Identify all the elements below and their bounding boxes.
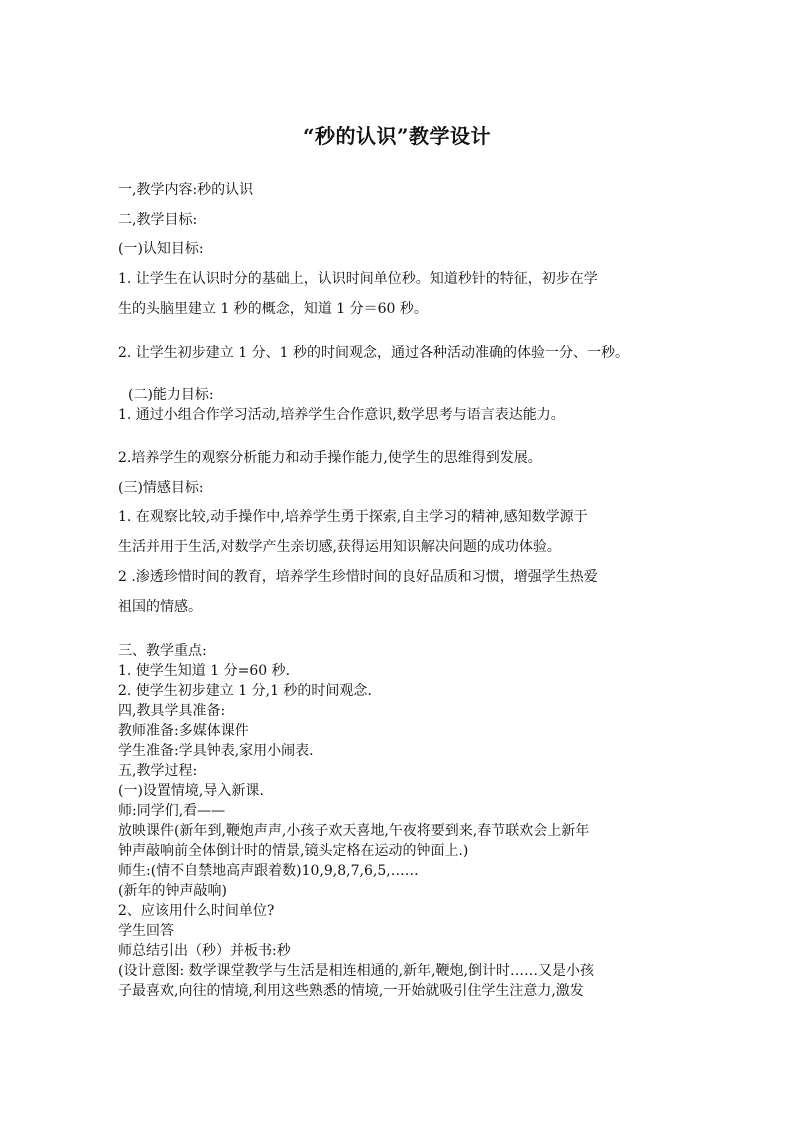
- paragraph-line: 2 .渗透珍惜时间的教育，培养学生珍惜时间的良好品质和习惯，增强学生热爱: [118, 569, 598, 585]
- paragraph-line: (新年的钟声敲响): [118, 883, 227, 899]
- section-heading-key-points: 三、教学重点:: [118, 643, 207, 659]
- paragraph-line: 学生回答: [118, 923, 174, 939]
- paragraph-line: 1. 通过小组合作学习活动,培养学生合作意识,数学思考与语言表达能力。: [118, 407, 565, 423]
- subsection-heading-emotion: (三)情感目标:: [118, 480, 204, 496]
- paragraph-line: 2. 让学生初步建立 1 分、1 秒的时间观念，通过各种活动准确的体验一分、一秒。: [118, 345, 629, 361]
- paragraph-line: 生活并用于生活,对数学产生亲切感,获得运用知识解决问题的成功体验。: [118, 539, 561, 555]
- subsection-heading-introduction: (一)设置情境,导入新课.: [118, 783, 264, 799]
- section-heading-materials: 四,教具学具准备:: [118, 703, 226, 719]
- paragraph-line: 师总结引出（秒）并板书:秒: [118, 943, 291, 959]
- paragraph-line: 教师准备:多媒体课件: [118, 723, 249, 739]
- paragraph-line: 钟声敲响前全体倒计时的情景,镜头定格在运动的钟面上.): [118, 843, 469, 859]
- list-item: 1. 使学生知道 1 分=60 秒.: [118, 663, 291, 679]
- section-heading-content: 一,教学内容:秒的认识: [118, 182, 254, 198]
- paragraph-line: 学生准备:学具钟表,家用小闹表.: [118, 743, 314, 759]
- paragraph-line: 祖国的情感。: [118, 599, 202, 615]
- paragraph-line: 放映课件(新年到,鞭炮声声,小孩子欢天喜地,午夜将要到来,春节联欢会上新年: [118, 823, 590, 839]
- list-item: 2. 使学生初步建立 1 分,1 秒的时间观念.: [118, 683, 372, 699]
- subsection-heading-ability: (二)能力目标:: [128, 387, 214, 403]
- section-heading-objectives: 二,教学目标:: [118, 212, 198, 228]
- paragraph-line: (设计意图: 数学课堂教学与生活是相连相通的,新年,鞭炮,倒计时……又是小孩: [118, 963, 594, 979]
- section-heading-process: 五,教学过程:: [118, 763, 198, 779]
- subsection-heading-cognitive: (一)认知目标:: [118, 241, 204, 257]
- document-title: “秒的认识”教学设计: [302, 124, 491, 148]
- paragraph-line: 师生:(情不自禁地高声跟着数)10,9,8,7,6,5,……: [118, 863, 419, 879]
- paragraph-line: 1. 让学生在认识时分的基础上，认识时间单位秒。知道秒针的特征，初步在学: [118, 271, 598, 287]
- paragraph-line: 2、应该用什么时间单位?: [118, 903, 275, 919]
- paragraph-line: 师:同学们,看——: [118, 803, 226, 819]
- paragraph-line: 1. 在观察比较,动手操作中,培养学生勇于探索,自主学习的精神,感知数学源于: [118, 509, 588, 525]
- paragraph-line: 2.培养学生的观察分析能力和动手操作能力,使学生的思维得到发展。: [118, 450, 542, 466]
- paragraph-line: 生的头脑里建立 1 秒的概念，知道 1 分＝60 秒。: [118, 301, 428, 317]
- paragraph-line: 子最喜欢,向往的情境,利用这些熟悉的情境,一开始就吸引住学生注意力,激发: [118, 983, 584, 999]
